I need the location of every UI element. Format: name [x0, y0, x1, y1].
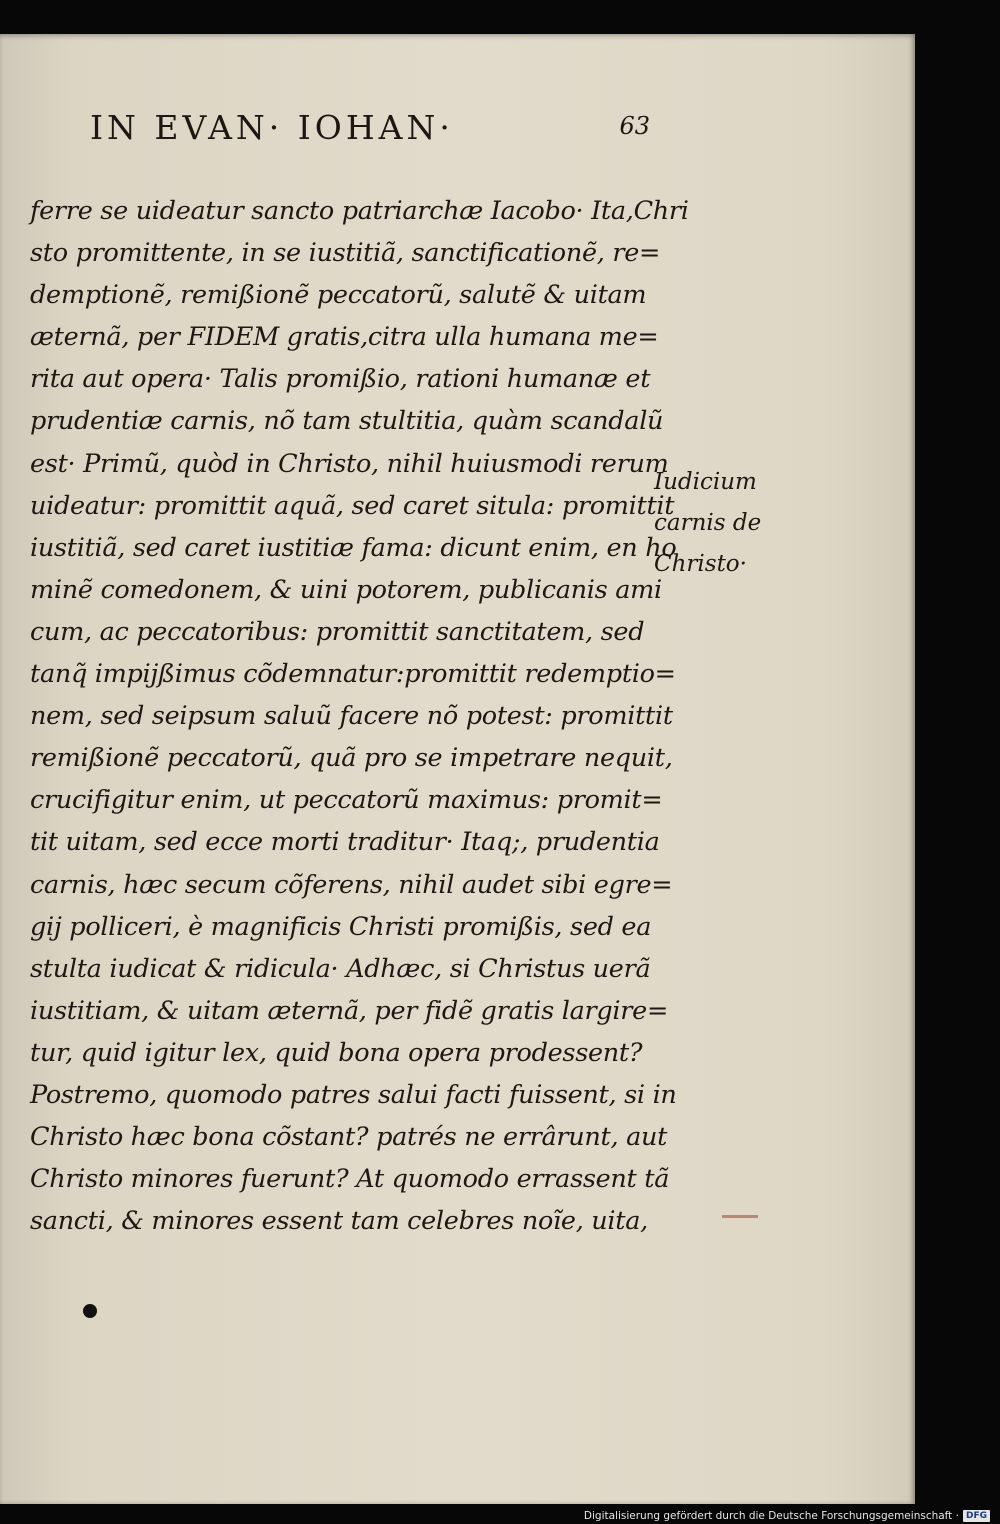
text-line: Christo hæc bona cõstant? patrés ne errârunt, aut — [30, 1122, 668, 1153]
text-line: stulta iudicat & ridicula· Adhæc, si Christus uerã — [30, 953, 651, 984]
marginal-note-line: Christo· — [654, 551, 747, 577]
digitization-footer — [584, 1509, 990, 1523]
text-line: cum, ac peccatoribus: promittit sanctitatem, sed — [30, 616, 645, 647]
text-line: demptionẽ, remißionẽ peccatorũ, salutẽ & uitam — [30, 280, 647, 311]
text-line: tit uitam, sed ecce morti traditur· Itaq;, prudentia — [30, 827, 660, 858]
running-title: IN EVAN· IOHAN· — [90, 108, 454, 147]
text-line: gij polliceri, è magnificis Christi promißis, sed ea — [30, 911, 652, 942]
text-line: nem, sed seipsum saluũ facere nõ potest: promittit — [30, 701, 673, 732]
text-line: iustitiã, sed caret iustitiæ fama: dicunt enim, en ho — [30, 532, 677, 563]
margin-mark — [722, 1215, 758, 1218]
text-line: tur, quid igitur lex, quid bona opera prodessent? — [30, 1037, 643, 1068]
text-line: Postremo, quomodo patres salui facti fuissent, si in — [30, 1079, 677, 1110]
text-line: rita aut opera· Talis promißio, rationi humanæ et — [30, 364, 651, 395]
text-line: crucifigitur enim, ut peccatorũ maximus: promit= — [30, 785, 663, 816]
text-line: Christo minores fuerunt? At quomodo errassent tã — [30, 1164, 670, 1195]
running-header — [90, 104, 650, 152]
text-line: uideatur: promittit aquã, sed caret situla: promittit — [30, 490, 675, 521]
text-line: remißionẽ peccatorũ, quã pro se impetrare nequit, — [30, 743, 673, 774]
text-line: prudentiæ carnis, nõ tam stultitia, quàm scandalũ — [30, 406, 664, 437]
marginal-note — [654, 462, 784, 585]
text-line: ferre se uideatur sancto patriarchæ Iacobo· Ita,Chri — [30, 196, 689, 226]
marginal-note-line: carnis de — [654, 510, 762, 536]
main-text-block — [30, 190, 689, 1242]
text-line: sto promittente, in se iustitiã, sanctificationẽ, re= — [30, 238, 661, 269]
text-line: iustitiam, & uitam æternã, per fidẽ gratis largire= — [30, 995, 669, 1026]
page-number: 63 — [619, 112, 650, 140]
marginal-note-line: Iudicium — [654, 469, 757, 495]
text-line: carnis, hæc secum cõferens, nihil audet sibi egre= — [30, 869, 673, 900]
text-line: æternã, per FIDEM gratis,citra ulla humana me= — [30, 322, 659, 353]
footer-credit-text: Digitalisierung gefördert durch die Deutsche Forschungsgemeinschaft · — [583, 1510, 959, 1522]
text-line: minẽ comedonem, & uini potorem, publicanis ami — [30, 574, 662, 605]
text-line: sancti, & minores essent tam celebres noĩe, uita, — [30, 1206, 648, 1237]
dfg-logo-icon: DFG — [963, 1510, 990, 1522]
ink-dot — [83, 1304, 97, 1318]
text-line: tanq̃ impijßimus cõdemnatur:promittit redemptio= — [30, 659, 676, 690]
text-line: est· Primũ, quòd in Christo, nihil huiusmodi rerum — [30, 448, 669, 479]
